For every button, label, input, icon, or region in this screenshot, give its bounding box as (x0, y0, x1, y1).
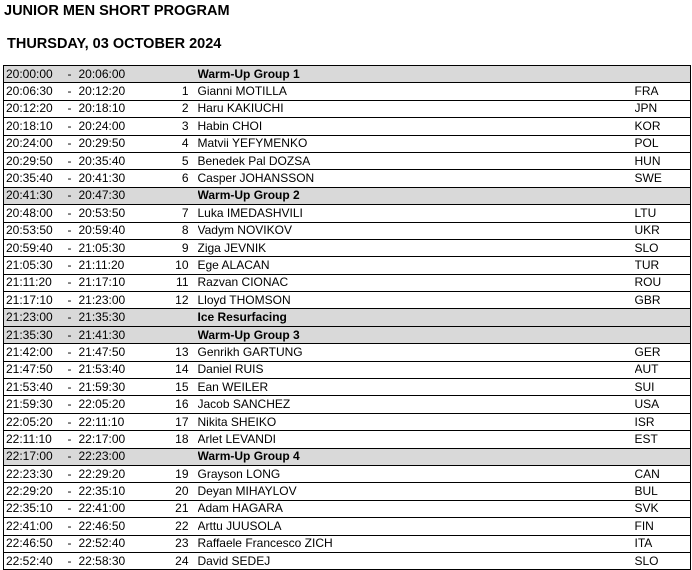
schedule-band-row (4, 448, 691, 465)
nation-code: ROU (635, 274, 691, 291)
end-time: 21:41:30 (79, 326, 169, 343)
nation-code (635, 326, 691, 343)
end-time: 21:11:20 (79, 257, 169, 274)
time-separator: - (61, 518, 79, 535)
start-number: 10 (169, 257, 198, 274)
nation-code: SVK (635, 500, 691, 517)
start-time: 20:18:10 (4, 118, 61, 135)
skater-name: Gianni MOTILLA (198, 83, 635, 100)
start-time: 22:17:00 (4, 448, 61, 465)
skater-row (4, 274, 691, 291)
start-number: 9 (169, 239, 198, 256)
start-time: 21:17:10 (4, 292, 61, 309)
end-time: 22:23:00 (79, 448, 169, 465)
nation-code: BUL (635, 483, 691, 500)
skater-row (4, 413, 691, 430)
skater-name: Daniel RUIS (198, 361, 635, 378)
start-time: 22:05:20 (4, 413, 61, 430)
schedule-date: THURSDAY, 03 OCTOBER 2024 (7, 36, 222, 52)
time-separator: - (61, 483, 79, 500)
time-separator: - (61, 552, 79, 569)
start-number: 7 (169, 205, 198, 222)
skater-name: Jacob SANCHEZ (198, 396, 635, 413)
skater-name: Matvii YEFYMENKO (198, 135, 635, 152)
time-separator: - (61, 135, 79, 152)
start-time: 21:05:30 (4, 257, 61, 274)
nation-code: LTU (635, 205, 691, 222)
nation-code: ISR (635, 413, 691, 430)
start-number: 16 (169, 396, 198, 413)
start-number: 6 (169, 170, 198, 187)
start-time: 20:06:30 (4, 83, 61, 100)
end-time: 22:29:20 (79, 465, 169, 482)
time-separator: - (61, 100, 79, 117)
skater-name: Ege ALACAN (198, 257, 635, 274)
nation-code: EST (635, 431, 691, 448)
start-number (169, 326, 198, 343)
end-time: 20:47:30 (79, 187, 169, 204)
skater-row (4, 100, 691, 117)
start-time: 20:53:50 (4, 222, 61, 239)
time-separator: - (61, 448, 79, 465)
nation-code: UKR (635, 222, 691, 239)
time-separator: - (61, 187, 79, 204)
skater-row (4, 431, 691, 448)
nation-code: KOR (635, 118, 691, 135)
nation-code: SLO (635, 239, 691, 256)
nation-code: GBR (635, 292, 691, 309)
time-separator: - (61, 309, 79, 326)
skater-row (4, 518, 691, 535)
start-number: 17 (169, 413, 198, 430)
nation-code: AUT (635, 361, 691, 378)
skater-row (4, 170, 691, 187)
end-time: 22:46:50 (79, 518, 169, 535)
start-number: 3 (169, 118, 198, 135)
skater-name: Raffaele Francesco ZICH (198, 535, 635, 552)
nation-code (635, 66, 691, 83)
band-label: Ice Resurfacing (198, 309, 635, 326)
end-time: 22:52:40 (79, 535, 169, 552)
start-time: 21:11:20 (4, 274, 61, 291)
time-separator: - (61, 361, 79, 378)
end-time: 20:12:20 (79, 83, 169, 100)
nation-code: SUI (635, 379, 691, 396)
skater-name: Casper JOHANSSON (198, 170, 635, 187)
skater-row (4, 152, 691, 169)
nation-code: ITA (635, 535, 691, 552)
nation-code: SWE (635, 170, 691, 187)
skater-name: Lloyd THOMSON (198, 292, 635, 309)
time-separator: - (61, 66, 79, 83)
band-label: Warm-Up Group 2 (198, 187, 635, 204)
nation-code (635, 187, 691, 204)
nation-code: FRA (635, 83, 691, 100)
start-number (169, 448, 198, 465)
time-separator: - (61, 152, 79, 169)
start-number: 8 (169, 222, 198, 239)
start-number: 20 (169, 483, 198, 500)
start-number: 2 (169, 100, 198, 117)
skater-row (4, 344, 691, 361)
start-number: 21 (169, 500, 198, 517)
skater-row (4, 379, 691, 396)
start-number: 15 (169, 379, 198, 396)
end-time: 20:41:30 (79, 170, 169, 187)
end-time: 20:18:10 (79, 100, 169, 117)
time-separator: - (61, 83, 79, 100)
time-separator: - (61, 326, 79, 343)
schedule-body (4, 66, 691, 570)
skater-row (4, 205, 691, 222)
time-separator: - (61, 535, 79, 552)
skater-row (4, 222, 691, 239)
skater-name: Arlet LEVANDI (198, 431, 635, 448)
nation-code: TUR (635, 257, 691, 274)
time-separator: - (61, 465, 79, 482)
start-time: 20:00:00 (4, 66, 61, 83)
time-separator: - (61, 118, 79, 135)
end-time: 22:58:30 (79, 552, 169, 569)
skater-name: Deyan MIHAYLOV (198, 483, 635, 500)
start-time: 22:46:50 (4, 535, 61, 552)
skater-row (4, 465, 691, 482)
schedule-band-row (4, 66, 691, 83)
end-time: 21:35:30 (79, 309, 169, 326)
start-time: 20:12:20 (4, 100, 61, 117)
time-separator: - (61, 222, 79, 239)
time-separator: - (61, 292, 79, 309)
time-separator: - (61, 413, 79, 430)
start-time: 20:24:00 (4, 135, 61, 152)
end-time: 22:05:20 (79, 396, 169, 413)
skater-name: Adam HAGARA (198, 500, 635, 517)
skater-row (4, 483, 691, 500)
skater-name: Razvan CIONAC (198, 274, 635, 291)
time-separator: - (61, 396, 79, 413)
start-time: 21:23:00 (4, 309, 61, 326)
skater-name: Habin CHOI (198, 118, 635, 135)
start-time: 20:29:50 (4, 152, 61, 169)
end-time: 22:17:00 (79, 431, 169, 448)
time-separator: - (61, 205, 79, 222)
skater-row (4, 292, 691, 309)
start-time: 21:35:30 (4, 326, 61, 343)
skater-name: Luka IMEDASHVILI (198, 205, 635, 222)
skater-row (4, 118, 691, 135)
start-time: 21:47:50 (4, 361, 61, 378)
nation-code: HUN (635, 152, 691, 169)
band-label: Warm-Up Group 1 (198, 66, 635, 83)
start-number: 18 (169, 431, 198, 448)
end-time: 21:53:40 (79, 361, 169, 378)
start-time: 20:35:40 (4, 170, 61, 187)
start-number: 5 (169, 152, 198, 169)
band-label: Warm-Up Group 3 (198, 326, 635, 343)
start-number: 23 (169, 535, 198, 552)
start-time: 22:41:00 (4, 518, 61, 535)
start-time: 22:23:30 (4, 465, 61, 482)
skater-row (4, 257, 691, 274)
end-time: 22:11:10 (79, 413, 169, 430)
skater-row (4, 361, 691, 378)
schedule-band-row (4, 187, 691, 204)
start-number: 24 (169, 552, 198, 569)
time-separator: - (61, 257, 79, 274)
nation-code: USA (635, 396, 691, 413)
start-time: 20:48:00 (4, 205, 61, 222)
start-number (169, 309, 198, 326)
skater-name: Haru KAKIUCHI (198, 100, 635, 117)
skater-name: Benedek Pal DOZSA (198, 152, 635, 169)
start-number: 19 (169, 465, 198, 482)
start-number: 11 (169, 274, 198, 291)
end-time: 21:17:10 (79, 274, 169, 291)
start-time: 20:41:30 (4, 187, 61, 204)
end-time: 21:23:00 (79, 292, 169, 309)
nation-code: SLO (635, 552, 691, 569)
start-time: 22:11:10 (4, 431, 61, 448)
time-separator: - (61, 500, 79, 517)
start-time: 20:59:40 (4, 239, 61, 256)
end-time: 20:59:40 (79, 222, 169, 239)
end-time: 21:05:30 (79, 239, 169, 256)
end-time: 20:29:50 (79, 135, 169, 152)
start-number: 12 (169, 292, 198, 309)
skater-row (4, 83, 691, 100)
skater-name: David SEDEJ (198, 552, 635, 569)
skater-name: Ziga JEVNIK (198, 239, 635, 256)
skater-name: Arttu JUUSOLA (198, 518, 635, 535)
schedule-table (3, 65, 691, 570)
nation-code (635, 309, 691, 326)
start-time: 21:59:30 (4, 396, 61, 413)
time-separator: - (61, 239, 79, 256)
end-time: 20:53:50 (79, 205, 169, 222)
time-separator: - (61, 379, 79, 396)
nation-code: POL (635, 135, 691, 152)
nation-code: JPN (635, 100, 691, 117)
nation-code: GER (635, 344, 691, 361)
page-title: JUNIOR MEN SHORT PROGRAM (4, 3, 230, 19)
skater-row (4, 239, 691, 256)
schedule-band-row (4, 309, 691, 326)
time-separator: - (61, 344, 79, 361)
end-time: 21:47:50 (79, 344, 169, 361)
skater-row (4, 396, 691, 413)
end-time: 22:35:10 (79, 483, 169, 500)
skater-name: Genrikh GARTUNG (198, 344, 635, 361)
start-time: 22:52:40 (4, 552, 61, 569)
start-number: 14 (169, 361, 198, 378)
nation-code: CAN (635, 465, 691, 482)
time-separator: - (61, 170, 79, 187)
end-time: 21:59:30 (79, 379, 169, 396)
band-label: Warm-Up Group 4 (198, 448, 635, 465)
nation-code (635, 448, 691, 465)
start-time: 22:35:10 (4, 500, 61, 517)
skater-row (4, 552, 691, 569)
time-separator: - (61, 274, 79, 291)
end-time: 20:24:00 (79, 118, 169, 135)
start-number (169, 187, 198, 204)
start-number: 22 (169, 518, 198, 535)
skater-name: Ean WEILER (198, 379, 635, 396)
start-number: 1 (169, 83, 198, 100)
start-number (169, 66, 198, 83)
end-time: 22:41:00 (79, 500, 169, 517)
nation-code: FIN (635, 518, 691, 535)
skater-row (4, 500, 691, 517)
start-number: 13 (169, 344, 198, 361)
skater-row (4, 535, 691, 552)
skater-name: Vadym NOVIKOV (198, 222, 635, 239)
end-time: 20:35:40 (79, 152, 169, 169)
start-time: 21:42:00 (4, 344, 61, 361)
start-time: 22:29:20 (4, 483, 61, 500)
end-time: 20:06:00 (79, 66, 169, 83)
start-number: 4 (169, 135, 198, 152)
skater-name: Nikita SHEIKO (198, 413, 635, 430)
skater-row (4, 135, 691, 152)
schedule-band-row (4, 326, 691, 343)
start-time: 21:53:40 (4, 379, 61, 396)
time-separator: - (61, 431, 79, 448)
skater-name: Grayson LONG (198, 465, 635, 482)
